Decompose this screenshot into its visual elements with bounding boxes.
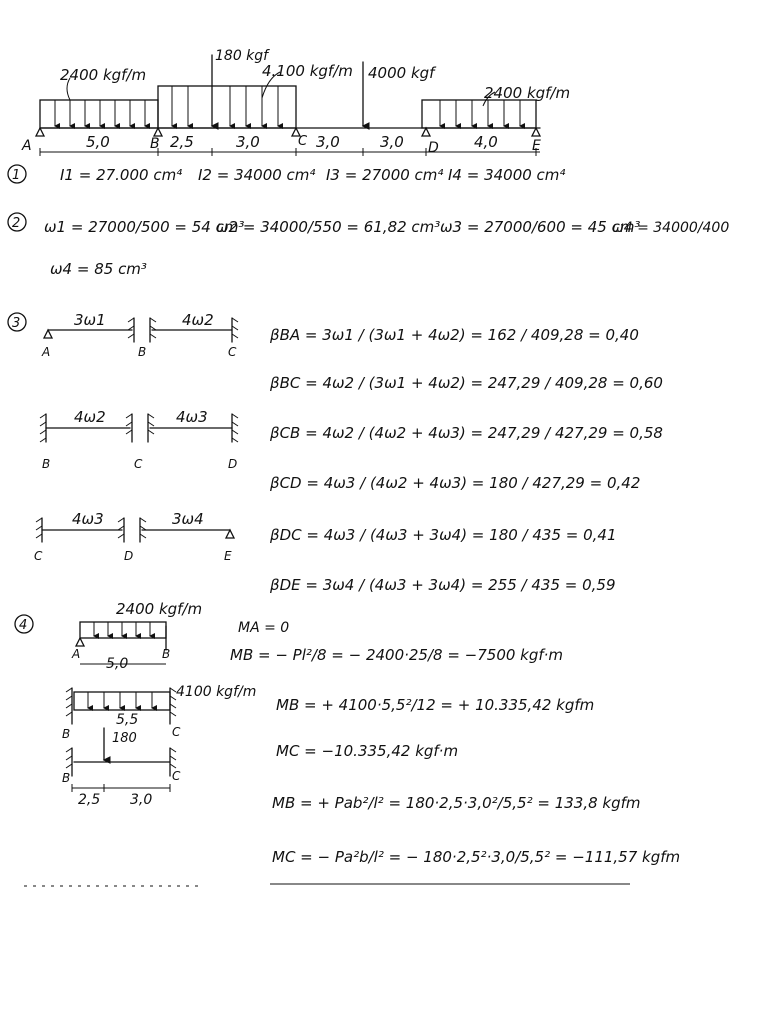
diagram3-span-a: 2,5 [78,792,101,808]
span-c-p: 3,0 [316,133,340,151]
beam2-node-d: D [228,457,238,471]
eq-mc-point: MC = − Pa²b/l² = − 180·2,5²·3,0/5,5² = −111,57 kgfm [272,848,681,866]
omega-4-result: ω4 = 85 cm³ [50,260,147,278]
load-label-left: 2400 kgf/m [60,66,147,84]
node-label-c: C [298,134,308,149]
beam1-node-c: C [228,345,237,359]
step-number-4: 4 [19,618,28,633]
step-number-2: 2 [12,216,21,231]
node-label-b: B [150,136,160,152]
diagram2-node-b: B [62,727,71,741]
stiffness-beam-bcd [40,414,238,442]
span-b-p: 2,5 [170,133,194,151]
load-label-right: 2400 kgf/m [484,84,571,102]
eq-mb-bc: MB = + 4100·5,5²/12 = + 10.335,42 kgfm [276,696,595,714]
beam1-left-label: 3ω1 [74,311,106,329]
step-number-3: 3 [12,316,21,331]
factor-cb: βCB = 4ω2 / (4ω2 + 4ω3) = 247,29 / 427,29 = 0,58 [270,424,663,442]
eq-mb-point: MB = + Pab²/l² = 180·2,5·3,0²/5,5² = 133,8 kgfm [272,794,641,812]
diagram2-node-c: C [172,725,181,739]
omega-2: ω2 = 34000/550 = 61,82 cm³ [216,218,441,236]
beam2-node-b: B [42,457,51,471]
diagram2-load: 4100 kgf/m [176,684,257,700]
inertia-i3: I3 = 27000 cm⁴ [326,166,444,184]
node-label-d: D [428,140,439,156]
span-de: 4,0 [474,133,498,151]
load-label-mid: 4.100 kgf/m [262,62,353,80]
omega-3: ω3 = 27000/600 = 45 cm³ [440,218,641,236]
inertia-i2: I2 = 34000 cm⁴ [198,166,316,184]
diagram1-load: 2400 kgf/m [116,600,203,618]
eq-mc-bc: MC = −10.335,42 kgf·m [276,742,459,760]
beam2-left-label: 4ω2 [74,408,106,426]
factor-bc: βBC = 4ω2 / (3ω1 + 4ω2) = 247,29 / 409,28 = 0,60 [270,374,663,392]
node-label-e: E [532,138,541,154]
factor-de: βDE = 3ω4 / (4ω3 + 3ω4) = 255 / 435 = 0,59 [270,576,616,594]
omega-1: ω1 = 27000/500 = 54 cm³ [44,218,245,236]
diagram3-node-c: C [172,769,181,783]
diagram3-load: 180 [112,731,137,746]
stiffness-beam-cde [36,518,234,542]
inertia-i4: I4 = 34000 cm⁴ [448,166,566,184]
beam1-right-label: 4ω2 [182,311,214,329]
beam3-right-label: 3ω4 [172,510,204,528]
load-label-180: 180 kgf [215,48,269,64]
diagram1-node-a: A [72,647,81,661]
beam3-node-d: D [124,549,134,563]
span-ab: 5,0 [86,133,110,151]
beam2-right-label: 4ω3 [176,408,208,426]
beam2-node-c: C [134,457,143,471]
diagram3-span-b: 3,0 [130,792,153,808]
inertia-i1: I1 = 27.000 cm⁴ [60,166,183,184]
diagram3-node-b: B [62,771,71,785]
diagram1-node-b: B [162,647,171,661]
span-p-c: 3,0 [236,133,260,151]
eq-ma: MA = 0 [238,620,290,636]
step-number-1: 1 [12,168,21,183]
beam3-left-label: 4ω3 [72,510,104,528]
span-p-d: 3,0 [380,133,404,151]
beam3-node-c: C [34,549,43,563]
beam3-node-e: E [224,549,232,563]
diagram2-span: 5,5 [116,712,139,728]
factor-cd: βCD = 4ω3 / (4ω2 + 4ω3) = 180 / 427,29 = 0,42 [270,474,641,492]
diagram1-span: 5,0 [106,656,129,672]
load-label-4000: 4000 kgf [368,64,435,82]
eq-mb-uniform: MB = − Pl²/8 = − 2400·25/8 = −7500 kgf·m [230,646,564,664]
beam1-node-a: A [42,345,51,359]
omega-4-fraction: ω4 = 34000/400 [612,220,730,236]
node-label-a: A [22,138,32,154]
factor-ba: βBA = 3ω1 / (3ω1 + 4ω2) = 162 / 409,28 = 0,40 [270,326,639,344]
factor-dc: βDC = 4ω3 / (4ω3 + 3ω4) = 180 / 435 = 0,41 [270,526,617,544]
beam1-node-b: B [138,345,147,359]
